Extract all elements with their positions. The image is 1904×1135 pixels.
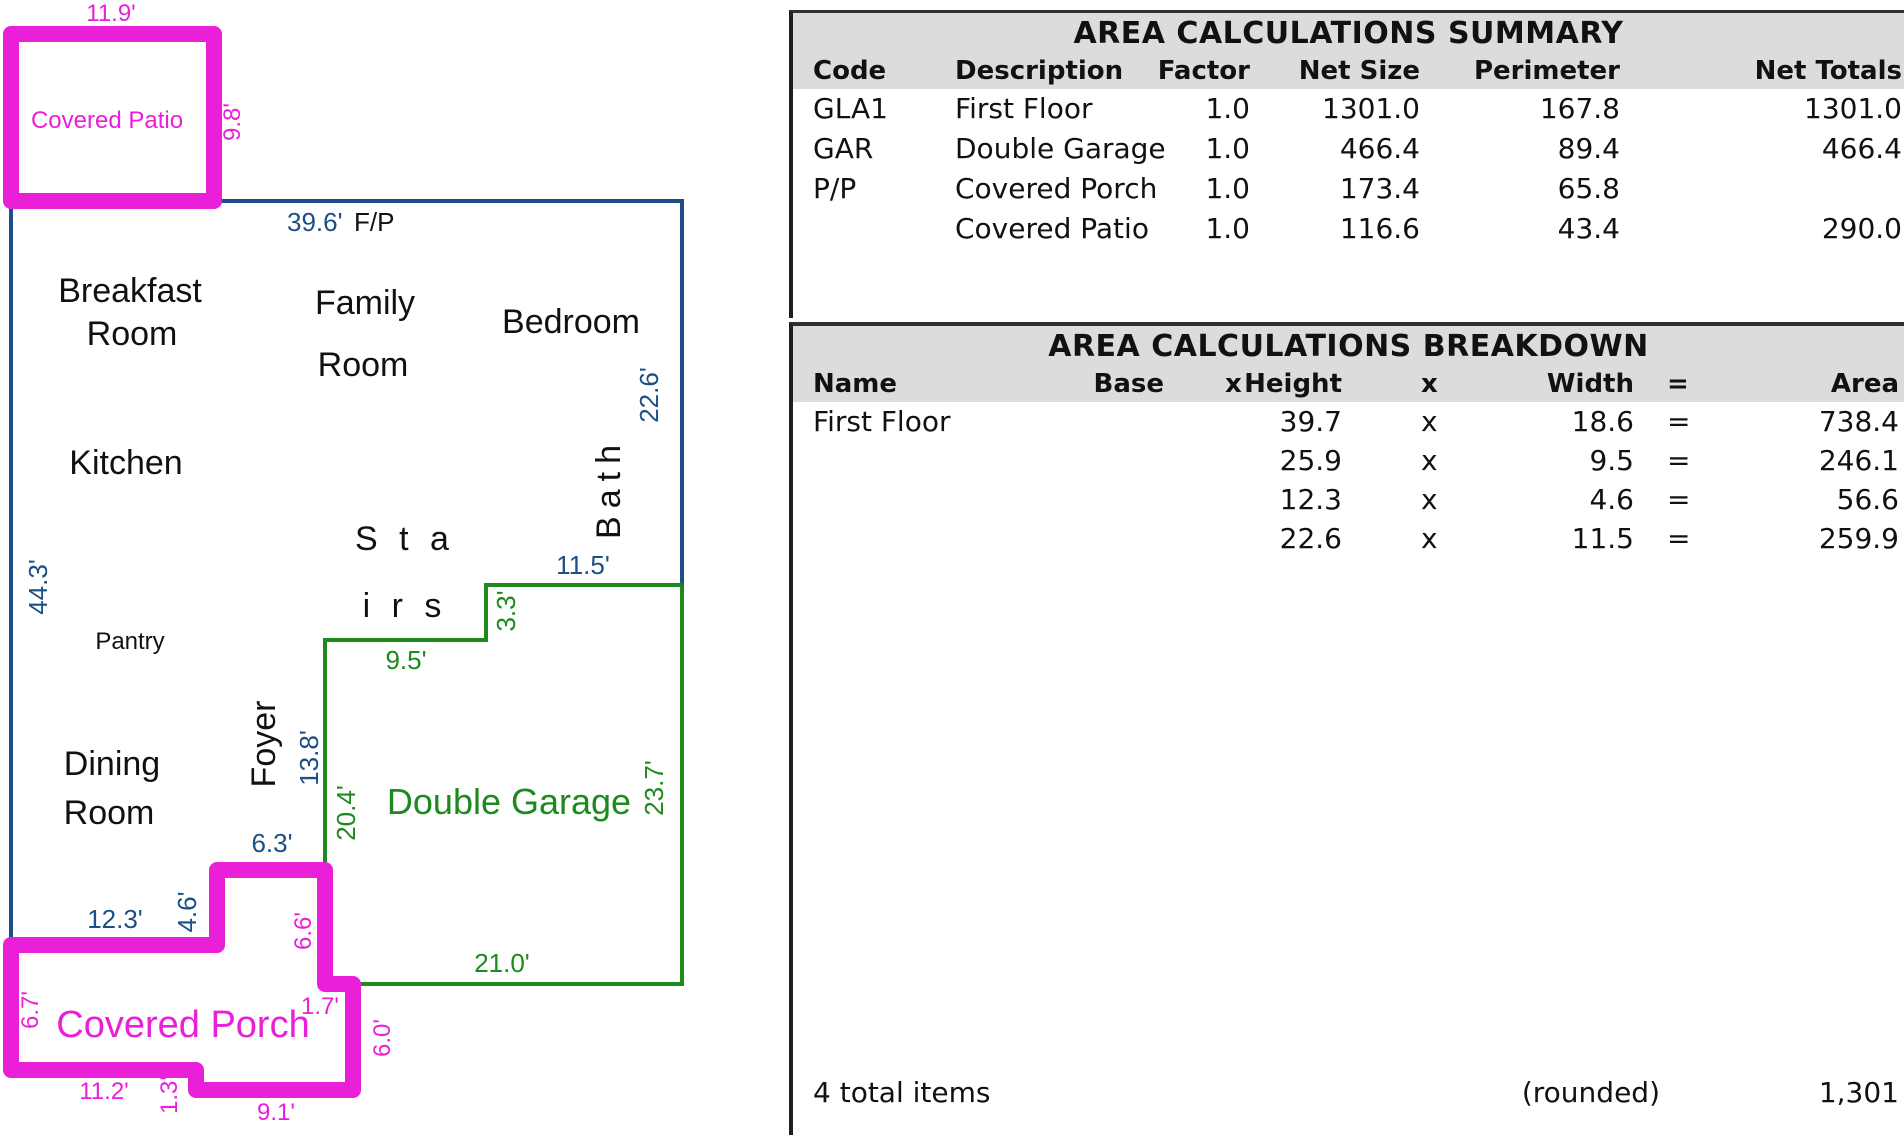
table-row: [793, 480, 1904, 519]
summary-rows: [793, 89, 1904, 249]
dim-bath-step: 11.5': [556, 550, 610, 580]
cell-area: 259.9: [1818, 522, 1899, 555]
table-row: [793, 519, 1904, 558]
room-dining-line2: Room: [63, 794, 155, 832]
summary-header: [793, 13, 1904, 89]
cell-width: 9.5: [1589, 444, 1634, 477]
room-covered-patio: Covered Patio: [30, 107, 184, 134]
col-name: Name: [813, 369, 898, 399]
room-pantry: Pantry: [95, 628, 165, 655]
room-family-line1: Family: [314, 284, 416, 322]
col-description: Description: [955, 56, 1124, 86]
dim-porch-bottom-right: 9.1': [257, 1099, 295, 1126]
cell-factor: 1.0: [1205, 172, 1250, 205]
table-row: [793, 402, 1904, 441]
cell-factor: 1.0: [1205, 132, 1250, 165]
summary-column-headers: [793, 53, 1904, 89]
dim-house-bottom-left: 12.3': [87, 904, 143, 934]
floor-plan-sketch: [0, 0, 780, 1131]
room-kitchen: Kitchen: [69, 444, 183, 482]
cell-eq: =: [1667, 522, 1691, 555]
col-x2: x: [1421, 369, 1438, 399]
cell-area: 56.6: [1836, 483, 1899, 516]
dim-garage-left: 20.4': [331, 785, 361, 841]
cell-description: First Floor: [955, 92, 1093, 125]
cell-height: 12.3: [1279, 483, 1342, 516]
cell-perimeter: 43.4: [1557, 212, 1620, 245]
breakdown-footer: [793, 1073, 1904, 1113]
area-summary-panel: [789, 10, 1904, 318]
cell-width: 11.5: [1571, 522, 1634, 555]
col-height: Height: [1244, 369, 1342, 399]
cell-net-size: 116.6: [1339, 212, 1420, 245]
cell-factor: 1.0: [1205, 212, 1250, 245]
dim-fireplace: F/P: [354, 207, 395, 237]
cell-net-total: 1301.0: [1804, 92, 1902, 125]
table-row: [793, 441, 1904, 480]
breakdown-header: [793, 326, 1904, 402]
room-double-garage: Double Garage: [386, 781, 632, 822]
dim-garage-step-horizontal: 9.5': [385, 645, 427, 675]
cell-eq: =: [1667, 405, 1691, 438]
col-net-totals: Net Totals: [1754, 56, 1902, 86]
cell-perimeter: 65.8: [1557, 172, 1620, 205]
cell-description: Double Garage: [955, 132, 1166, 165]
col-factor: Factor: [1157, 56, 1250, 86]
cell-eq: =: [1667, 444, 1691, 477]
cell-x: x: [1421, 522, 1438, 555]
dim-porch-bottom-left: 11.2': [79, 1078, 129, 1105]
col-eq: =: [1667, 369, 1689, 399]
dim-porch-notch: 1.7': [301, 993, 339, 1020]
table-row: [793, 129, 1904, 169]
dim-porch-inner-vertical: 6.6': [290, 912, 317, 950]
cell-net-total: 466.4: [1821, 132, 1902, 165]
cell-area: 738.4: [1818, 405, 1899, 438]
cell-perimeter: 167.8: [1539, 92, 1620, 125]
col-net-size: Net Size: [1298, 56, 1420, 86]
breakdown-title: AREA CALCULATIONS BREAKDOWN: [1048, 329, 1649, 364]
cell-description: Covered Porch: [955, 172, 1158, 205]
table-row: [793, 209, 1904, 249]
dim-patio-right: 9.8': [219, 103, 246, 141]
cell-eq: =: [1667, 483, 1691, 516]
dim-porch-step: 4.6': [172, 891, 202, 933]
dim-porch-left: 6.7': [17, 991, 44, 1029]
cell-x: x: [1421, 444, 1438, 477]
breakdown-column-headers: [793, 366, 1904, 402]
cell-height: 22.6: [1279, 522, 1342, 555]
cell-width: 4.6: [1589, 483, 1634, 516]
dim-patio-top: 11.9': [86, 0, 136, 27]
cell-perimeter: 89.4: [1557, 132, 1620, 165]
room-breakfast-line2: Room: [86, 315, 178, 353]
cell-width: 18.6: [1571, 405, 1634, 438]
dim-garage-bottom: 21.0': [474, 948, 530, 978]
room-stairs-line2: i r s: [362, 587, 448, 625]
dim-foyer-bottom: 6.3': [251, 828, 293, 858]
cell-description: Covered Patio: [955, 212, 1149, 245]
col-area: Area: [1830, 369, 1899, 399]
breakdown-rows: [793, 402, 1904, 558]
dim-house-right-upper: 22.6': [634, 367, 664, 423]
cell-code: P/P: [813, 172, 857, 205]
dim-porch-right: 6.0': [369, 1019, 396, 1057]
room-bedroom: Bedroom: [502, 303, 640, 341]
room-bath: Bath: [590, 437, 628, 539]
col-perimeter: Perimeter: [1473, 56, 1620, 86]
room-foyer: Foyer: [245, 700, 283, 788]
cell-x: x: [1421, 405, 1438, 438]
dim-house-top: 39.6': [287, 207, 343, 237]
total-items-count: 4 total items: [813, 1076, 991, 1109]
cell-x: x: [1421, 483, 1438, 516]
col-x1: x: [1225, 369, 1242, 399]
table-row: [793, 89, 1904, 129]
dim-porch-step: 1.3': [156, 1076, 183, 1114]
cell-net-size: 466.4: [1339, 132, 1420, 165]
cell-name: First Floor: [813, 405, 951, 438]
room-family-line2: Room: [317, 346, 409, 384]
col-code: Code: [813, 56, 887, 86]
area-breakdown-panel: [789, 322, 1904, 1135]
room-dining-line1: Dining: [63, 745, 161, 783]
cell-code: GLA1: [813, 92, 888, 125]
room-stairs-line1: S t a: [355, 520, 455, 558]
total-area: 1,301: [1818, 1076, 1899, 1109]
dim-foyer-side: 13.8': [294, 730, 324, 786]
cell-height: 25.9: [1279, 444, 1342, 477]
cell-area: 246.1: [1818, 444, 1899, 477]
room-covered-porch: Covered Porch: [56, 1004, 310, 1046]
cell-net-size: 1301.0: [1322, 92, 1420, 125]
dim-garage-step-vertical: 3.3': [491, 590, 521, 632]
dim-house-left: 44.3': [23, 559, 53, 615]
col-base: Base: [1093, 369, 1164, 399]
dim-garage-right: 23.7': [639, 760, 669, 816]
rounded-note: (rounded): [1521, 1076, 1660, 1109]
cell-code: GAR: [813, 132, 874, 165]
room-breakfast-line1: Breakfast: [58, 272, 202, 310]
summary-title: AREA CALCULATIONS SUMMARY: [1073, 16, 1624, 51]
cell-height: 39.7: [1279, 405, 1342, 438]
col-width: Width: [1546, 369, 1634, 399]
cell-net-size: 173.4: [1339, 172, 1420, 205]
table-row: [793, 169, 1904, 209]
cell-net-total: 290.0: [1821, 212, 1902, 245]
cell-factor: 1.0: [1205, 92, 1250, 125]
